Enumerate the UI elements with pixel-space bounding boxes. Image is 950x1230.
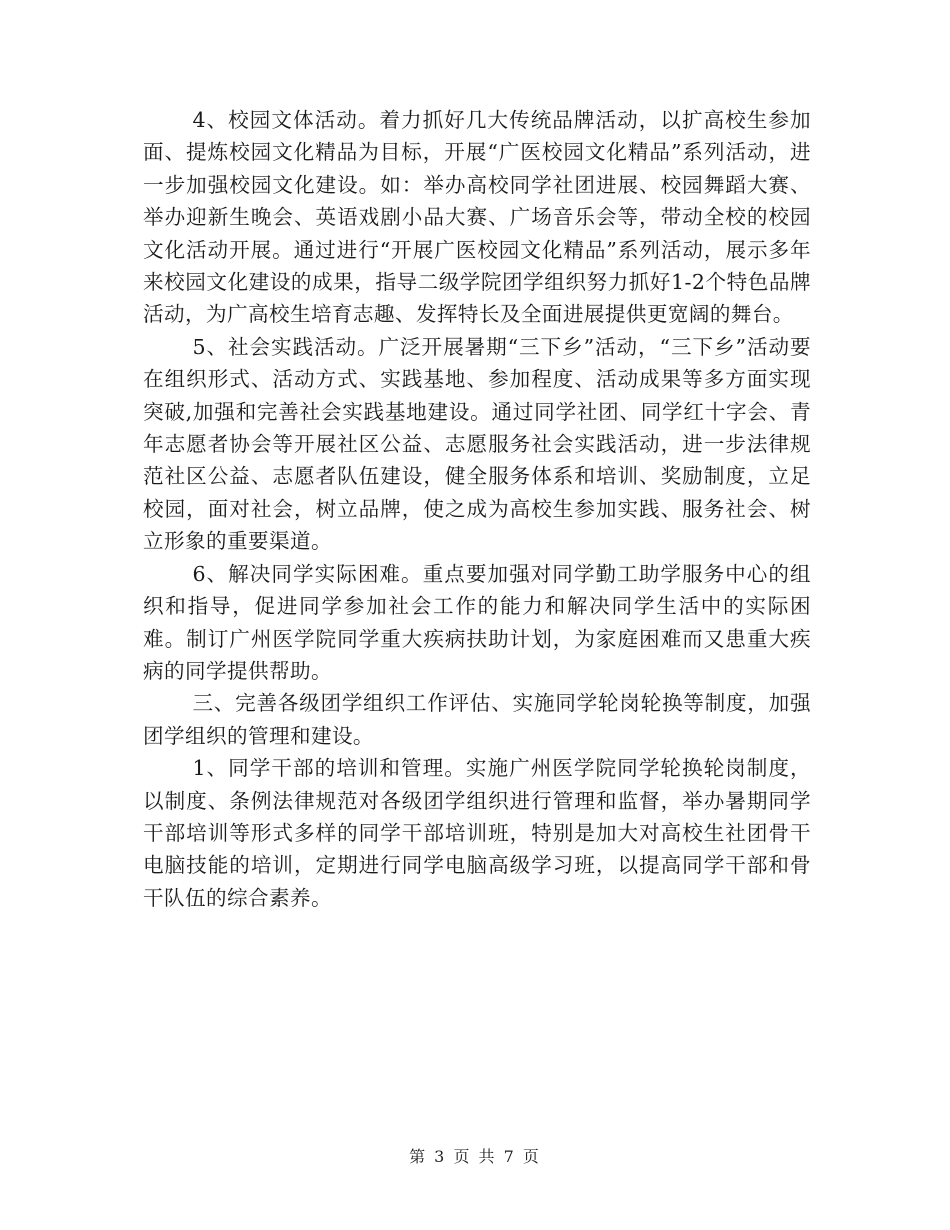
section-heading-three: 三、完善各级团学组织工作评估、实施同学轮岗轮换等制度，加强团学组织的管理和建设。 bbox=[143, 691, 811, 748]
paragraph-campus-culture: 4、校园文体活动。着力抓好几大传统品牌活动，以扩高校生参加面、提炼校园文化精品为目标，开展“广医校园文化精品”系列活动，进一步加强校园文化建设。如：举办高校同学社团进展、校园舞蹈大赛、举办迎新生晚会、英语戏剧小品大赛、广场音乐会等，带动全校的校园文化活动开展。通过进行“开展广医校园文化精品”系列活动，展示多年来校园文化建设的成果，指导二级学院团学组织努力抓好1-2个特色品牌活动，为广高校生培育志趣、发挥特长及全面进展提供更宽阔的舞台。 bbox=[143, 108, 811, 327]
page-number-footer: 第 3 页 共 7 页 bbox=[409, 1147, 541, 1166]
paragraph-student-difficulties: 6、解决同学实际困难。重点要加强对同学勤工助学服务中心的组织和指导，促进同学参加社会工作的能力和解决同学生活中的实际困难。制订广州医学院同学重大疾病扶助计划，为家庭困难而又患重大疾病的同学提供帮助。 bbox=[143, 561, 811, 683]
paragraph-social-practice: 5、社会实践活动。广泛开展暑期“三下乡”活动，“三下乡”活动要在组织形式、活动方式、实践基地、参加程度、活动成果等多方面实现突破,加强和完善社会实践基地建设。通过同学社团、同学红十字会、青年志愿者协会等开展社区公益、志愿服务社会实践活动，进一步法律规范社区公益、志愿者队伍建设，健全服务体系和培训、奖励制度，立足校园，面对社会，树立品牌，使之成为高校生参加实践、服务社会、树立形象的重要渠道。 bbox=[143, 334, 811, 554]
paragraph-cadre-training: 1、同学干部的培训和管理。实施广州医学院同学轮换轮岗制度，以制度、条例法律规范对各级团学组织进行管理和监督，举办暑期同学干部培训等形式多样的同学干部培训班，特别是加大对高校生社团骨干电脑技能的培训，定期进行同学电脑高级学习班，以提高同学干部和骨干队伍的综合素养。 bbox=[143, 756, 811, 910]
document-body bbox=[143, 104, 811, 914]
